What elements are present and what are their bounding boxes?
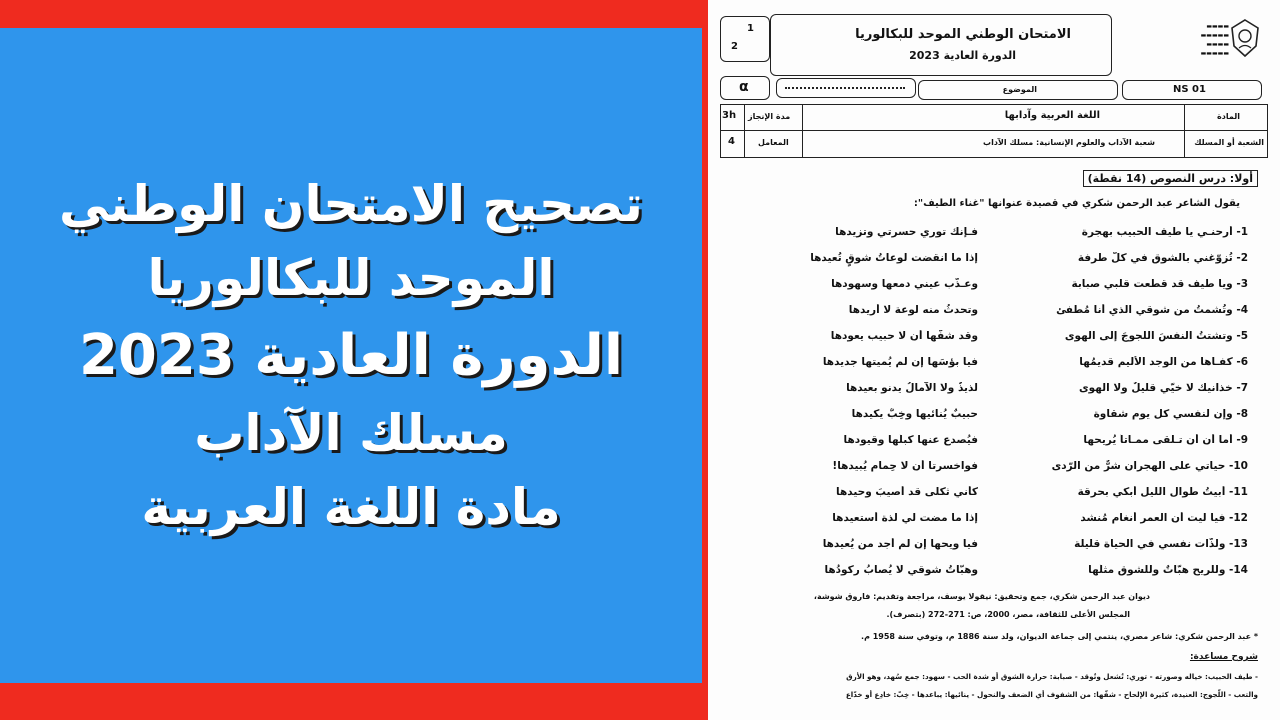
verse-row: [748, 408, 1248, 430]
verse-first-half: 6- كفـاها من الوجد الأليم قديمُها: [1079, 356, 1248, 368]
verse-second-half: فيُصدع عنها كبلُها وقيودها: [843, 434, 978, 446]
alpha-box: [720, 76, 770, 100]
thumbnail-title-line-4: مسلك الآداب: [194, 404, 508, 463]
exam-code-box: [1122, 80, 1262, 100]
thumbnail-title-line-2: الموحد للبكالوريا: [147, 248, 555, 307]
verse-first-half: 1- أرحنـي يا طيف الحبيب بهجرة: [1081, 226, 1248, 238]
thumbnail-title-line-3: الدورة العادية 2023: [78, 322, 624, 388]
page-number: 1: [747, 23, 754, 34]
verse-second-half: فـإنك توري حسرتي وتزيدها: [835, 226, 978, 238]
exam-code: NS 01: [1173, 84, 1206, 95]
verse-second-half: إذا ما مضت لي لذة أستعيدها: [832, 512, 978, 524]
coat-of-arms-icon: [1228, 18, 1262, 58]
verse-first-half: 5- وتشتتُ النفسَ اللّجوجَ إلى الهوى: [1064, 330, 1248, 342]
verse-first-half: 13- ولذّات نفسي في الحياة قليلة: [1074, 538, 1248, 550]
verse-first-half: 2- تُزوّغني بالشوق في كلّ طرفة: [1077, 252, 1248, 264]
verse-second-half: فواخسرتا أن لا حِمام يُبيدها!: [832, 460, 978, 472]
duration-label: مدة الإنجاز: [748, 112, 791, 121]
branch-label: الشعبة أو المسلك: [1194, 138, 1264, 147]
page-number-box: [720, 16, 770, 62]
page-total: 2: [731, 41, 738, 52]
table-divider-v1: [744, 104, 745, 158]
verse-second-half: وهبّاتُ شوقي لا يُصابُ ركودُها: [824, 564, 978, 576]
verse-first-half: 11- أبيتُ طوال الليل أبكي بحرقة: [1077, 486, 1248, 498]
alpha-symbol: α: [739, 79, 749, 95]
verse-row: [748, 460, 1248, 482]
section-title: أولا: درس النصوص (14 نقطة): [1083, 170, 1258, 187]
verse-first-half: 3- ويا طيف قد قطّعت قلبي صبابة: [1071, 278, 1248, 290]
verse-row: [748, 252, 1248, 274]
verse-row: [748, 564, 1248, 586]
glossary-line-2: والتعب - اللّجوج: العنيدة، كثيرة الإلحاح - شفّها: من الشفوف أي الضعف والنحول - ينائيها: يباعدها - خِبّ: خادِع أو خدّاع: [845, 690, 1258, 699]
poem-intro: يقول الشاعر عبد الرحمن شكري في قصيدة عنوانها "غناء الطيف":: [913, 198, 1240, 209]
verse-row: [748, 382, 1248, 404]
verse-row: [748, 512, 1248, 534]
verse-first-half: 9- أما أن أن تـلقى ممـاتاً يُريحها: [1083, 434, 1248, 446]
verse-row: [748, 538, 1248, 560]
verse-second-half: فيا بؤسَها إن لم يُميتها جديدها: [822, 356, 978, 368]
verse-second-half: إذا ما انقضت لوعاتُ شوقٍ تُعيدها: [810, 252, 978, 264]
coefficient-label: المعامل: [758, 138, 789, 147]
verse-row: [748, 278, 1248, 300]
subject-row-label: المادة: [1217, 112, 1240, 121]
verse-first-half: 10- حياتي على الهجران شرٌّ من الرّدى: [1051, 460, 1248, 472]
subject-value: اللغة العربية وآدابها: [1004, 110, 1100, 121]
source-line-2: المجلس الأعلى للثقافة، مصر، 2000، ص: 271-272 (بتصرف).: [886, 610, 1130, 619]
exam-document: [708, 0, 1280, 720]
verse-second-half: حبيبٌ يُنائيها وخِبٌّ يكيدها: [851, 408, 978, 420]
barcode-strip: [785, 87, 905, 90]
verse-second-half: وتحدثُ منه لوعة لا أريدها: [848, 304, 978, 316]
table-divider-v3: [1184, 104, 1185, 158]
exam-header-session: الدورة العادية 2023: [909, 49, 1016, 62]
verse-second-half: وعـذّب عيني دمعها وسهودها: [831, 278, 978, 290]
verse-row: [748, 226, 1248, 248]
verse-row: [748, 356, 1248, 378]
verse-second-half: فيا ويحها إن لم أجد من يُعيدها: [822, 538, 978, 550]
verse-first-half: 12- فيا ليت أن العمر أنغام مُنشد: [1080, 512, 1248, 524]
exam-header-title: الامتحان الوطني الموحد للبكالوريا: [855, 27, 1071, 42]
verse-first-half: 7- خذانيك لا خيّي قليلٌ ولا الهوى: [1079, 382, 1248, 394]
verse-row: [748, 486, 1248, 508]
thumbnail-title-line-5: مادة اللغة العربية: [141, 478, 561, 537]
coefficient-value: 4: [728, 136, 735, 147]
subject-label-box: [918, 80, 1118, 100]
table-divider-v2: [802, 104, 803, 158]
verse-second-half: كأني ثكلى قد أصيبَ وحيدها: [836, 486, 978, 498]
thumbnail-card: [0, 28, 702, 683]
verse-row: [748, 330, 1248, 352]
glossary-title: شروح مساعدة:: [1189, 652, 1258, 662]
verse-first-half: 8- وإن لنفسي كل يوم شقاوة: [1093, 408, 1248, 420]
glossary-line-1: - طيف الحبيب: خياله وصورته - توري: تُشعل وتُوقد - صبابة: حرارة الشوق أو شدة الحب - سهود: جمع سُهد، وهو الأرق: [846, 672, 1258, 681]
verse-second-half: لذيذٌ ولا الآمالُ يدنو بعيدها: [846, 382, 978, 394]
source-line-1: ديوان عبد الرحمن شكري، جمع وتحقيق: نيقولا يوسف، مراجعة وتقديم: فاروق شوشة،: [813, 592, 1150, 601]
exam-header-box: [770, 14, 1112, 76]
poet-note: * عبد الرحمن شكري: شاعر مصري، ينتمي إلى جماعة الديوان، ولد سنة 1886 م، وتوفي سنة 1958 م.: [861, 632, 1258, 641]
verse-first-half: 4- وتُشمتُ من شوقي الذي أنا مُطفئ: [1056, 304, 1248, 316]
thumbnail-title-line-1: تصحيح الامتحان الوطني: [59, 174, 643, 233]
duration-value: 3h: [722, 110, 737, 121]
verse-row: [748, 434, 1248, 456]
barcode-box: [776, 78, 916, 98]
verse-first-half: 14- وللريح هبّاتٌ وللشوق مثلُها: [1088, 564, 1248, 576]
verse-row: [748, 304, 1248, 326]
subject-label: الموضوع: [1002, 85, 1037, 94]
ministry-logo-text: ▬▬▬▬ ▬▬▬▬▬ ▬▬▬▬ ▬▬▬▬▬: [1200, 23, 1229, 57]
verse-second-half: وقد شفّها أن لا حبيب يعودها: [830, 330, 978, 342]
branch-value: شعبة الآداب والعلوم الإنسانية: مسلك الآداب: [983, 138, 1155, 147]
